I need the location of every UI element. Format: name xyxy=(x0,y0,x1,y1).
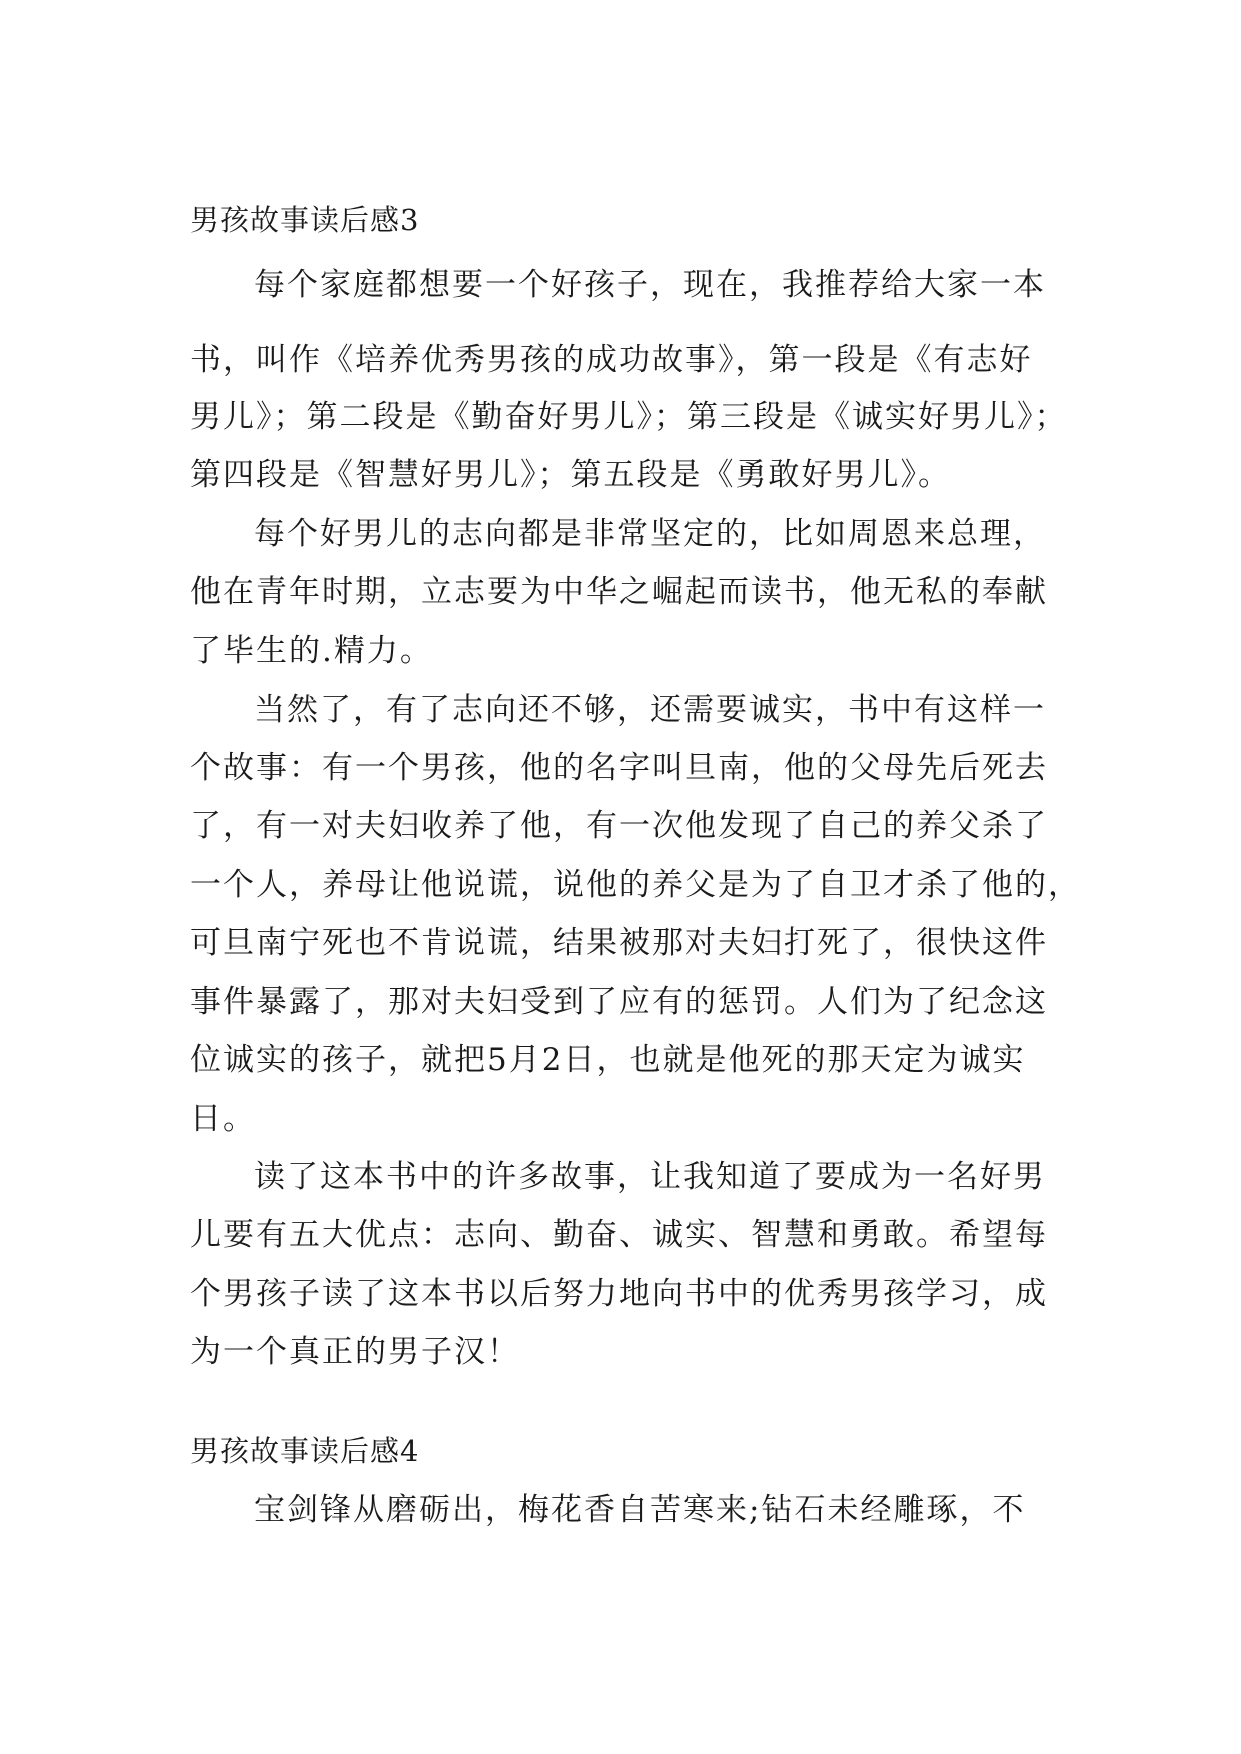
paragraph-line: 读了这本书中的许多故事，让我知道了要成为一名好男 xyxy=(254,1159,1046,1195)
section-title: 男孩故事读后感3 xyxy=(190,203,420,237)
paragraph-line: 可旦南宁死也不肯说谎，结果被那对夫妇打死了，很快这件 xyxy=(190,925,1048,961)
paragraph-line: 个男孩子读了这本书以后努力地向书中的优秀男孩学习，成 xyxy=(190,1276,1048,1312)
paragraph-line: 宝剑锋从磨砺出，梅花香自苦寒来;钻石未经雕琢，不 xyxy=(254,1492,1026,1528)
paragraph-line: 了，有一对夫妇收养了他，有一次他发现了自己的养父杀了 xyxy=(190,808,1048,844)
paragraph-line: 男儿》；第二段是《勤奋好男儿》；第三段是《诚实好男儿》； xyxy=(190,399,1068,435)
paragraph-line: 个故事：有一个男孩，他的名字叫旦南，他的父母先后死去 xyxy=(190,750,1048,786)
paragraph-line: 第四段是《智慧好男儿》；第五段是《勇敢好男儿》。 xyxy=(190,457,951,493)
paragraph-line: 儿要有五大优点：志向、勤奋、诚实、智慧和勇敢。希望每 xyxy=(190,1217,1048,1253)
paragraph-line: 为一个真正的男子汉！ xyxy=(190,1334,520,1370)
paragraph-line: 每个家庭都想要一个好孩子，现在，我推荐给大家一本 xyxy=(254,267,1046,303)
paragraph-line: 一个人，养母让他说谎，说他的养父是为了自卫才杀了他的， xyxy=(190,867,1081,903)
paragraph-line: 他在青年时期，立志要为中华之崛起而读书，他无私的奉献 xyxy=(190,574,1048,610)
paragraph-line: 日。 xyxy=(190,1101,256,1137)
paragraph-line: 位诚实的孩子，就把5月2日，也就是他死的那天定为诚实 xyxy=(190,1042,1026,1078)
paragraph-line: 了毕生的.精力。 xyxy=(190,633,433,669)
section-title: 男孩故事读后感4 xyxy=(190,1434,420,1468)
paragraph-line: 事件暴露了，那对夫妇受到了应有的惩罚。人们为了纪念这 xyxy=(190,984,1048,1020)
paragraph-line: 书，叫作《培养优秀男孩的成功故事》，第一段是《有志好 xyxy=(190,342,1033,378)
paragraph-line: 每个好男儿的志向都是非常坚定的，比如周恩来总理， xyxy=(254,516,1046,552)
paragraph-line: 当然了，有了志向还不够，还需要诚实，书中有这样一 xyxy=(254,692,1046,728)
